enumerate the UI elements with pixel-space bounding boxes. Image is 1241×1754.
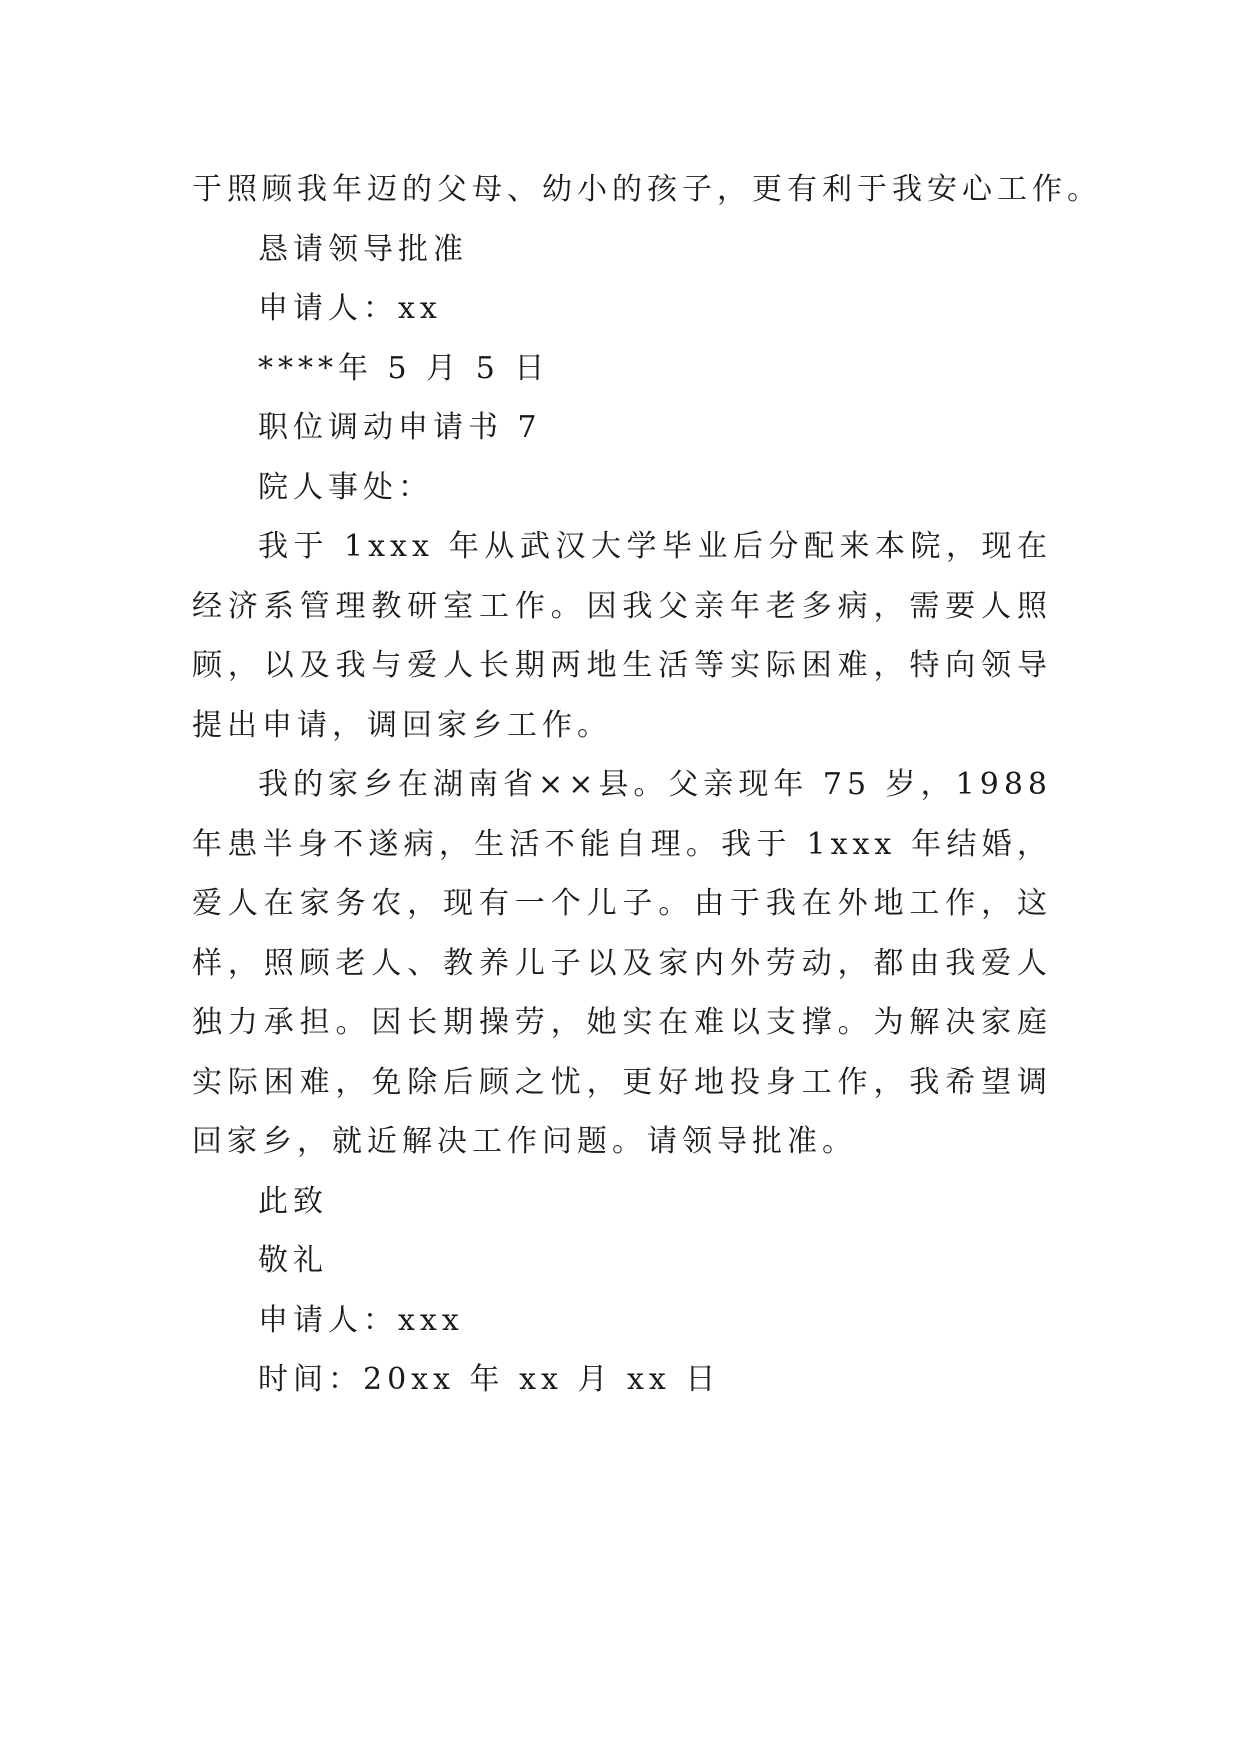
- applicant-line: 申请人：xx: [258, 291, 442, 326]
- body-paragraph: 我于 1xxx 年从武汉大学毕业后分配来本院，现在经济系管理教研室工作。因我父亲年老多病，需要人照顾，以及我与爱人长期两地生活等实际困难，特向领导提出申请，调回家乡工作。: [192, 529, 1052, 743]
- continued-text-line: 于照顾我年迈的父母、幼小的孩子，更有利于我安心工作。: [192, 172, 1102, 207]
- closing-greeting: 敬礼: [258, 1243, 328, 1278]
- signature-applicant: 申请人：xxx: [258, 1302, 464, 1338]
- body-paragraph: 我的家乡在湖南省××县。父亲现年 75 岁，1988 年患半身不遂病，生活不能自理。我于 1xxx 年结婚，爱人在家务农，现有一个儿子。由于我在外地工作，这样，照顾老人、教养儿子以及家内外劳动，都由我爱人独力承担。因长期操劳，她实在难以支撑。为解决家庭实际困难，免除后顾之忧，更好地投身工作，我希望调回家乡，就近解决工作问题。请领导批准。: [192, 767, 1052, 1159]
- section-title: 职位调动申请书 7: [258, 410, 542, 445]
- salutation: 院人事处：: [258, 469, 433, 505]
- closing-line: 此致: [258, 1183, 328, 1219]
- date-line: ****年 5 月 5 日: [258, 350, 550, 386]
- signature-date: 时间：20xx 年 xx 月 xx 日: [258, 1362, 721, 1397]
- document-body: [192, 160, 1102, 1410]
- request-approval-line: 恳请领导批准: [258, 231, 468, 267]
